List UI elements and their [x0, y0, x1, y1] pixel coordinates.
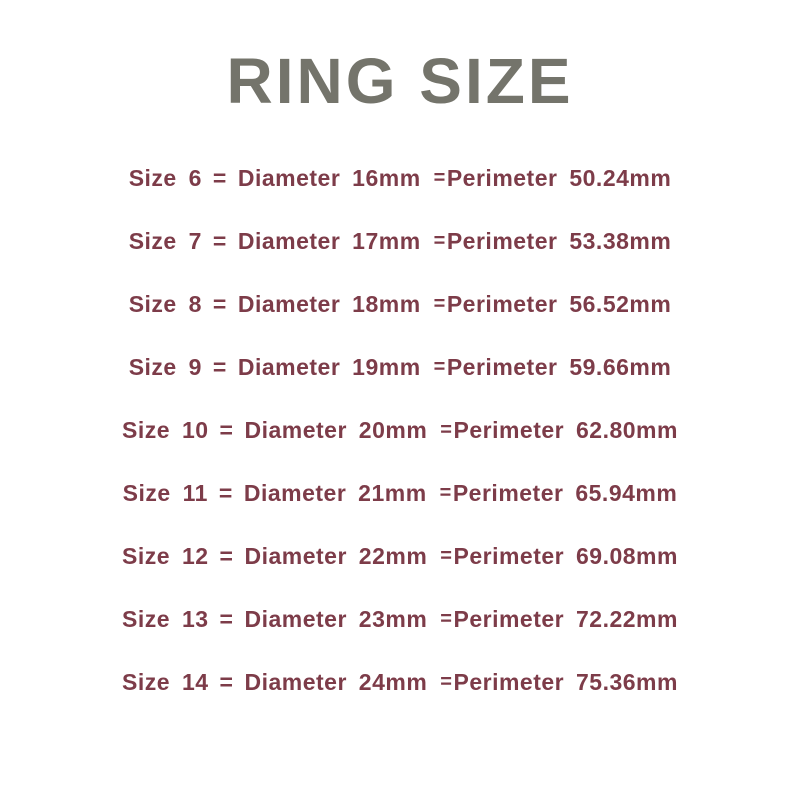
- perimeter-label: Perimeter 62.80mm: [453, 417, 678, 443]
- equals-sign: =: [440, 545, 453, 567]
- equals-sign: =: [212, 165, 227, 191]
- diameter-label: Diameter 21mm: [243, 480, 427, 506]
- table-row-size-13: [0, 588, 800, 651]
- table-row-size-7: [0, 210, 800, 273]
- equals-sign: =: [433, 356, 446, 378]
- perimeter-label: Perimeter 65.94mm: [452, 480, 678, 506]
- equals-sign: =: [439, 482, 452, 504]
- equals-sign: =: [212, 354, 227, 380]
- table-row-size-14: [0, 651, 800, 714]
- size-label: Size 14: [122, 669, 209, 695]
- table-row-size-6: [0, 147, 800, 210]
- diameter-label: Diameter 17mm: [237, 228, 421, 254]
- equals-sign: =: [219, 669, 234, 695]
- size-label: Size 13: [122, 606, 209, 632]
- page-title: RING SIZE: [226, 45, 574, 117]
- equals-sign: =: [212, 291, 227, 317]
- diameter-label: Diameter 22mm: [244, 543, 428, 569]
- diameter-label: Diameter 20mm: [244, 417, 428, 443]
- equals-sign: =: [433, 230, 446, 252]
- table-row-size-8: [0, 273, 800, 336]
- equals-sign: =: [440, 671, 453, 693]
- equals-sign: =: [219, 543, 234, 569]
- perimeter-label: Perimeter 69.08mm: [453, 543, 678, 569]
- perimeter-label: Perimeter 50.24mm: [446, 165, 672, 191]
- diameter-label: Diameter 19mm: [237, 354, 421, 380]
- perimeter-label: Perimeter 53.38mm: [446, 228, 672, 254]
- equals-sign: =: [433, 293, 446, 315]
- perimeter-label: Perimeter 75.36mm: [453, 669, 678, 695]
- equals-sign: =: [219, 417, 234, 443]
- diameter-label: Diameter 24mm: [244, 669, 428, 695]
- table-row-size-11: [0, 462, 800, 525]
- size-table: [0, 147, 800, 714]
- diameter-label: Diameter 23mm: [244, 606, 428, 632]
- table-row-size-9: [0, 336, 800, 399]
- size-label: Size 12: [122, 543, 209, 569]
- diameter-label: Diameter 16mm: [237, 165, 421, 191]
- size-label: Size 9: [128, 354, 202, 380]
- table-row-size-10: [0, 399, 800, 462]
- equals-sign: =: [212, 228, 227, 254]
- table-row-size-12: [0, 525, 800, 588]
- equals-sign: =: [218, 480, 233, 506]
- perimeter-label: Perimeter 56.52mm: [446, 291, 672, 317]
- size-label: Size 11: [122, 480, 208, 506]
- size-label: Size 6: [128, 165, 202, 191]
- equals-sign: =: [433, 167, 446, 189]
- size-label: Size 10: [122, 417, 209, 443]
- size-label: Size 7: [128, 228, 202, 254]
- perimeter-label: Perimeter 59.66mm: [446, 354, 672, 380]
- perimeter-label: Perimeter 72.22mm: [453, 606, 678, 632]
- equals-sign: =: [440, 608, 453, 630]
- equals-sign: =: [440, 419, 453, 441]
- ring-size-chart: [0, 45, 800, 800]
- diameter-label: Diameter 18mm: [237, 291, 421, 317]
- equals-sign: =: [219, 606, 234, 632]
- size-label: Size 8: [128, 291, 202, 317]
